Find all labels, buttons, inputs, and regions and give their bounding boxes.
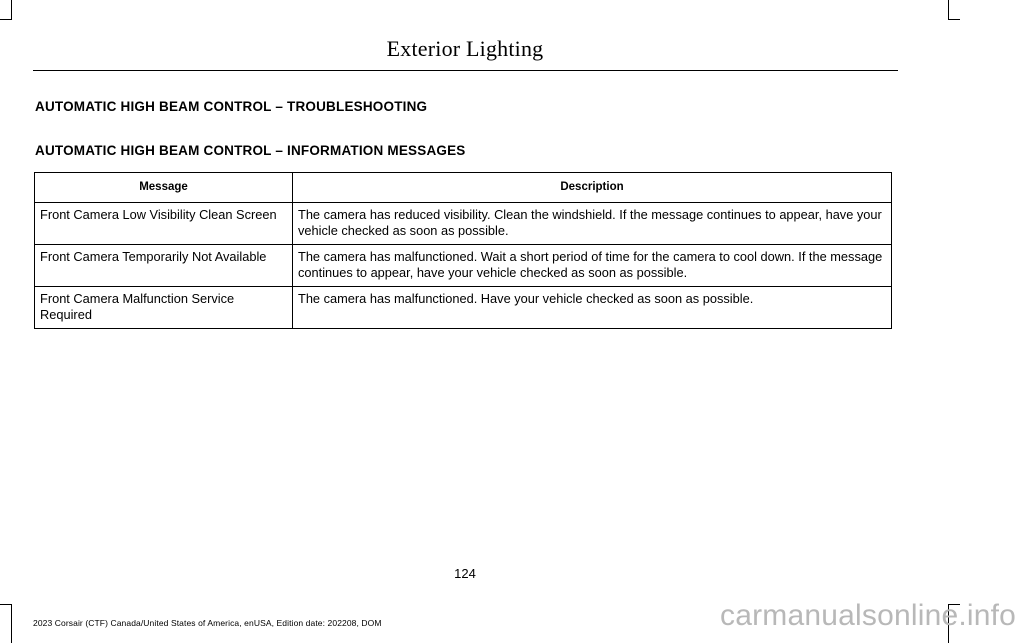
crop-mark-top-left-v [11,0,12,20]
title-divider [33,70,898,71]
crop-mark-top-left-h [0,19,12,20]
information-messages-table [34,172,892,329]
column-header-message: Message [35,173,293,203]
description-cell: The camera has reduced visibility. Clean the windshield. If the message continues to appear, have your vehicle checked as soon as possible. [293,203,892,245]
subsection-heading: AUTOMATIC HIGH BEAM CONTROL – INFORMATION MESSAGES [35,143,466,158]
watermark: carmanualsonline.info [720,599,1016,632]
description-cell: The camera has malfunctioned. Have your vehicle checked as soon as possible. [293,287,892,329]
table-header-row [35,173,892,203]
message-cell: Front Camera Low Visibility Clean Screen [35,203,293,245]
message-cell: Front Camera Malfunction Service Required [35,287,293,329]
message-cell: Front Camera Temporarily Not Available [35,245,293,287]
table-row [35,203,892,245]
column-header-description: Description [293,173,892,203]
crop-mark-top-right-v [948,0,949,20]
page-title: Exterior Lighting [386,36,544,61]
footer-edition-info: 2023 Corsair (CTF) Canada/United States of America, enUSA, Edition date: 202208, DOM [33,618,382,628]
crop-mark-bottom-left-h [0,604,12,605]
table-row [35,287,892,329]
crop-mark-top-right-h [948,19,960,20]
table-row [35,245,892,287]
page-number: 124 [454,566,476,581]
section-heading: AUTOMATIC HIGH BEAM CONTROL – TROUBLESHOOTING [35,99,428,114]
crop-mark-bottom-left-v [11,604,12,643]
description-cell: The camera has malfunctioned. Wait a short period of time for the camera to cool down. If the message continues to appear, have your vehicle checked as soon as possible. [293,245,892,287]
